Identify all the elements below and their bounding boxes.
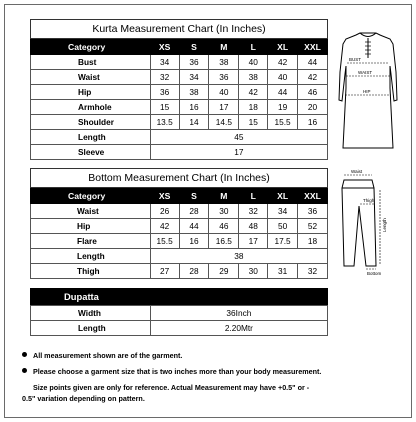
table-row (31, 264, 328, 279)
note-text: 0.5" variation depending on pattern. (22, 394, 145, 403)
table-cell: 45 (150, 130, 327, 145)
header-cell: XL (268, 39, 298, 55)
table-cell: 38 (239, 70, 268, 85)
table-cell: 36 (209, 70, 239, 85)
header-cell: M (209, 39, 239, 55)
table-cell: 32 (298, 264, 328, 279)
table-cell: 17.5 (268, 234, 298, 249)
table-cell: 2.20Mtr (150, 321, 327, 336)
table-cell: 32 (239, 204, 268, 219)
kurta-table-title: Kurta Measurement Chart (In Inches) (31, 20, 328, 39)
table-cell: 50 (268, 219, 298, 234)
table-cell: 17 (239, 234, 268, 249)
header-cell: XXL (298, 188, 328, 204)
table-cell: 34 (150, 55, 179, 70)
table-cell: 31 (268, 264, 298, 279)
list-item (22, 393, 392, 404)
table-cell: 17 (150, 145, 327, 160)
table-cell: 38 (209, 55, 239, 70)
table-cell: 20 (298, 100, 328, 115)
row-label: Shoulder (31, 115, 151, 130)
table-cell: 40 (268, 70, 298, 85)
table-cell: 30 (239, 264, 268, 279)
thigh-label: Thigh (363, 198, 375, 203)
table-cell: 16 (179, 100, 209, 115)
table-cell: 44 (298, 55, 328, 70)
table-cell: 28 (179, 204, 209, 219)
note-text: Please choose a garment size that is two inches more than your body measurement. (33, 367, 322, 376)
table-cell: 52 (298, 219, 328, 234)
table-cell: 19 (268, 100, 298, 115)
table-cell: 38 (150, 249, 327, 264)
row-label: Length (31, 249, 151, 264)
table-cell: 40 (209, 85, 239, 100)
note-text: All measurement shown are of the garment. (33, 351, 183, 360)
row-label: Waist (31, 204, 151, 219)
hip-label: HIP (363, 89, 371, 94)
header-cell: S (179, 39, 209, 55)
table-row (31, 85, 328, 100)
bottom-diagram (336, 166, 394, 276)
row-label: Waist (31, 70, 151, 85)
table-cell: 13.5 (150, 115, 179, 130)
table-cell: 29 (209, 264, 239, 279)
notes-list (22, 350, 392, 409)
row-label: Bust (31, 55, 151, 70)
table-cell: 32 (150, 70, 179, 85)
bottom-table-title: Bottom Measurement Chart (In Inches) (31, 169, 328, 188)
table-cell: 30 (209, 204, 239, 219)
list-item (22, 366, 392, 377)
table-cell: 15 (150, 100, 179, 115)
kurta-measurement-table (30, 19, 328, 160)
table-row (31, 249, 328, 264)
header-cell: Category (31, 188, 151, 204)
header-cell: XS (150, 188, 179, 204)
table-cell: 36 (179, 55, 209, 70)
header-cell: M (209, 188, 239, 204)
row-label: Thigh (31, 264, 151, 279)
dupatta-table (30, 305, 328, 336)
table-row (31, 306, 328, 321)
table-row (31, 219, 328, 234)
table-row (31, 100, 328, 115)
table-cell: 34 (179, 70, 209, 85)
header-cell: L (239, 188, 268, 204)
row-label: Width (31, 306, 151, 321)
table-cell: 28 (179, 264, 209, 279)
bullet-icon (22, 352, 27, 357)
table-cell: 36Inch (150, 306, 327, 321)
table-cell: 14 (179, 115, 209, 130)
bottom-header-row (31, 188, 328, 204)
bullet-icon (22, 368, 27, 373)
table-cell: 16 (179, 234, 209, 249)
header-cell: XXL (298, 39, 328, 55)
table-cell: 38 (179, 85, 209, 100)
header-cell: Category (31, 39, 151, 55)
bottom-measurement-table (30, 168, 328, 279)
kurta-header-row (31, 39, 328, 55)
table-cell: 40 (239, 55, 268, 70)
row-label: Length (31, 130, 151, 145)
table-cell: 42 (239, 85, 268, 100)
table-cell: 44 (268, 85, 298, 100)
row-label: Hip (31, 85, 151, 100)
header-cell: L (239, 39, 268, 55)
table-row (31, 130, 328, 145)
table-row (31, 115, 328, 130)
table-row (31, 234, 328, 249)
table-cell: 42 (150, 219, 179, 234)
table-cell: 48 (239, 219, 268, 234)
list-item (22, 350, 392, 361)
waist-label: Waist (351, 169, 363, 174)
table-row (31, 70, 328, 85)
dupatta-header: Dupatta (30, 288, 328, 305)
length-label: Length (382, 218, 387, 232)
table-cell: 16.5 (209, 234, 239, 249)
row-label: Sleeve (31, 145, 151, 160)
header-cell: S (179, 188, 209, 204)
list-item (22, 382, 392, 393)
table-row (31, 145, 328, 160)
row-label: Armhole (31, 100, 151, 115)
table-cell: 42 (298, 70, 328, 85)
table-cell: 26 (150, 204, 179, 219)
bust-label: BUST (349, 57, 362, 62)
header-cell: XL (268, 188, 298, 204)
table-cell: 17 (209, 100, 239, 115)
table-row (31, 55, 328, 70)
table-cell: 36 (150, 85, 179, 100)
table-row (31, 204, 328, 219)
table-cell: 44 (179, 219, 209, 234)
table-cell: 36 (298, 204, 328, 219)
table-cell: 18 (239, 100, 268, 115)
table-cell: 46 (209, 219, 239, 234)
table-cell: 15 (239, 115, 268, 130)
table-cell: 42 (268, 55, 298, 70)
table-cell: 46 (298, 85, 328, 100)
table-cell: 27 (150, 264, 179, 279)
table-cell: 14.5 (209, 115, 239, 130)
row-label: Length (31, 321, 151, 336)
row-label: Flare (31, 234, 151, 249)
table-cell: 34 (268, 204, 298, 219)
table-row (31, 321, 328, 336)
header-cell: XS (150, 39, 179, 55)
waist-label: WAIST (358, 70, 373, 75)
note-text: Size points given are only for reference. Actual Measurement may have +0.5" or - (33, 383, 310, 392)
table-cell: 18 (298, 234, 328, 249)
kurta-diagram (336, 30, 400, 158)
row-label: Hip (31, 219, 151, 234)
bottom-hem-label: Bottom (367, 271, 382, 276)
table-cell: 16 (298, 115, 328, 130)
table-cell: 15.5 (150, 234, 179, 249)
table-cell: 15.5 (268, 115, 298, 130)
